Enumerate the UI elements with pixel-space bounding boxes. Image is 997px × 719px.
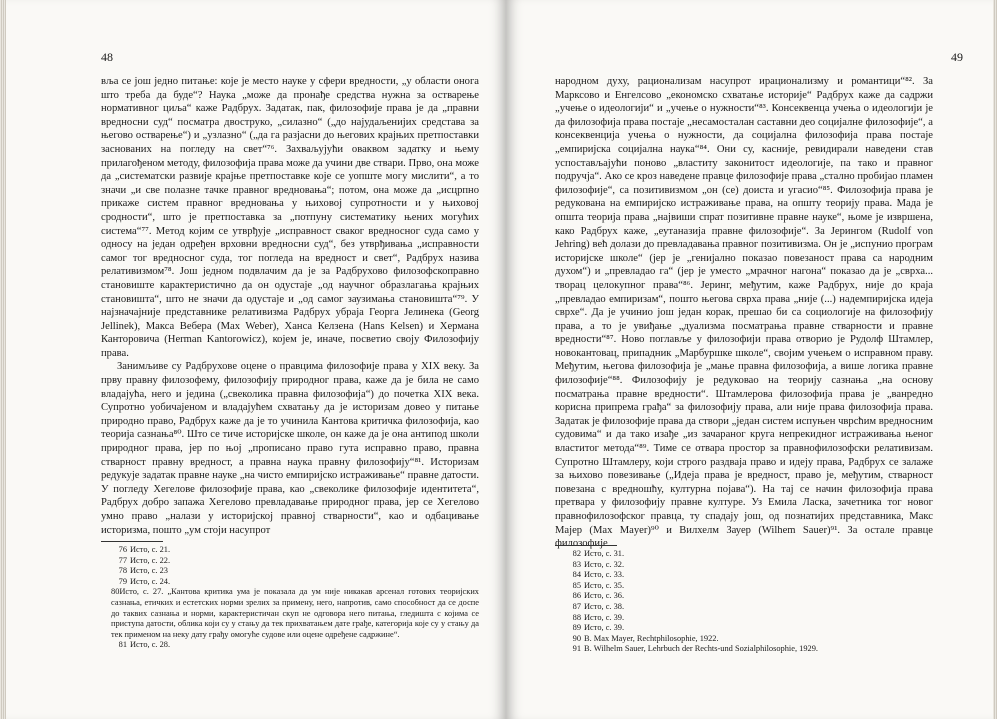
page-edges-right [993,0,997,719]
footnote [555,623,933,634]
footnote-text: В. Max Mayer, Rechtphilosophie, 1922. [584,633,719,643]
footnote [555,602,933,613]
footnote-text: Исто, с. 28. [130,640,171,650]
footnote-number: 78 [118,566,127,576]
paragraph: народном духу, рационализам насупрот ирационализму и романтици“⁸². За Марксово и Енгелсово „економско схватање историје“ Радбрух каже да садржи „учење о идеологији“ и „учење о нужности“⁸³. Консеквенца учења о идеологији је да филозофија права постаје „несамосталан саставни део социјалне филозофије“, а консеквенција учења о нужности, да социјална филозофија права постаје „емпиријска социјална наука“⁸⁴. Они су, касније, ревидирали наведени став успостављајући поново „властиту законитост идеологије, па тако и правног подручја“. Ако се кроз наведене правце филозофије права „стално пробијао пламен филозофије“, са позитивизмом „он (се) доиста и угасио“⁸⁵. Филозофија права је редукована на емпиријско истраживање права, на општу теорију права. Мада је општа теорија права „највиши спрат позитивне правне науке“, њоме је извршена, како Радбрух каже, „еутаназија правне филозофије“. За Јерингом (Rudolf von Jehring) већ долази до превладавања правног позитивизма. Он је „испунио програм историјске школе“ (јер је „генијално показао повезаност права са народним духом“) и „превладао га“ (јер је уместо „мрачног нагона“ показао да је „сврха... творац целокупног права“⁸⁶. Јеринг, међутим, каже Радбрух, није до краја „превладао емпиризам“, пошто његова сврха права „није (...) надемпиријска идеја сврхе“. Да је учинио још један корак, прешао би са социологије на филозофију права, а то је увиђање „дуализма посматрања правне стварности и правне вредности“⁸⁷. Ново поглавље у филозофији права отворио је Рудолф Штамлер, новокантовац, припадник „Марбуршке школе“, својим учењем о исправном праву. Међутим, његова филозофија је „мање правна филозофија, а више логика правне филозофије“⁸⁸. Филозофију је редуковао на теорију сазнања „на основу посматрања правне вредности“. Штамлерова филозофија права је „ванредно корисна припрема грађа“ за филозофију права, али није права филозофија права. Задатак је филозофије права да створи „један систем испуњен чврсћим вредносним судовима“ и да тако изађе „из зачараног круга непрекидног истраживања њеног властитог метода“⁸⁹. Тиме се отвара простор за правнофилозофски релативизам. Супротно Штамлеру, који строго раздваја право и идеју права, Радбрух се залаже за њихово повезивање („Идеја права је вредност, право је, међутим, стварност повезана с вредношћу, културна појава“). На тај се начин филозофија права претвара у филозофију правне културе. Уз Емила Ласка, зачетника тог новог правнофилозофског правца, ту спадају још, од познатијих представника, Макс Мајер (Max Mayer)⁹⁰ и Вилхелм Зауер (Wilhem Sauer)⁹¹. За остале правце филозофије [555,76,933,550]
footnote [101,587,479,640]
body-text [555,75,933,551]
footnote-text: Исто, с. 33. [584,570,625,580]
footnote-number: 79 [118,576,127,586]
footnote-text: Исто, с. 36. [584,591,625,601]
page-number: 48 [101,50,113,64]
footnote [101,640,479,651]
footnote [101,556,479,567]
left-page [6,0,506,719]
footnote-number: 87 [572,601,581,611]
footnote-text: Исто, с. 39. [584,623,625,633]
footnote-number: 77 [118,555,127,565]
page-number: 49 [951,50,963,64]
footnote-number: 89 [572,623,581,633]
footnote [555,549,933,560]
footnote [555,560,933,571]
footnote [101,566,479,577]
footnote [555,591,933,602]
footnotes [555,549,933,655]
footnote-number: 81 [118,640,127,650]
footnote-number: 91 [572,644,581,654]
footnote-number: 86 [572,591,581,601]
footnote [555,570,933,581]
footnote-text: Исто, с. 23 [130,566,168,576]
footnote-rule [101,541,163,542]
footnote-text: Исто, с. 21. [130,545,171,554]
footnote-text: Исто, с. 24. [130,576,171,586]
right-page [506,0,993,719]
footnote-number: 88 [572,612,581,622]
footnote [101,577,479,588]
footnote-text: В. Wilhelm Sauer, Lehrbuch der Rechts-und Sozialphilosophie, 1929. [584,644,819,654]
footnote-text: Исто, с. 32. [584,559,625,569]
footnote [555,644,933,655]
paragraph: вља се још једно питање: које је место науке у сфери вредности, „у области онога што треба да буде“? Наука „може да пронађе средства нужна за остварење нормативног циља“ каже Радбрух. Задатак, пак, филозофије права је да „правни вредносни суд“ посматра двоструко, „силазно“ („до најудаљенијих средстава за његово остварење“) и „узлазно“ („да га разјасни до његових крајњих претпоставки заснованих на погледу на свет“⁷⁶. Захваљујући оваквом задатку и њему прилагођеном методу, филозофија права може да учини две ствари. Прво, она може да „систематски развије крајње претпоставке које се уопште могу мислити“, а то значи „и све полазне тачке правног вредновања“; потом, она може да „исцрпно прикаже систем правног вредновања у њиховој супротности и у њиховој сродности“, што је претпоставка за „потпуну систематику њених могућих система“⁷⁷. Метод којим се утврђује „исправност сваког вредносног суда само у односу на један одређен врховни вредносни суд“, без утврђивања „исправности самог тог вредносног суда, тог погледа на вредност и свет“, Радбрух назива релативизмом⁷⁸. Још једном подвлачим да је за Радбрухово филозофскоправно становиште карактеристично да он одустаје „од научног образлагања крајњих становишта“, што не значи да одустаје и „од самог заузимања становишта“⁷⁹. У најзначајније представнике релативизма Радбрух убраја Георга Јелинека (Georg Jellinek), Макса Вебера (Max Weber), Ханса Келзена (Hans Kelsen) и Хермана Канторовича (Herman Kantorowicz), којем је, иначе, посветио своју Филозофију права. [101,76,479,359]
paragraph: Занимљиве су Радбрухове оцене о правцима филозофије права у XIX веку. За прву правну филозофему, филозофију природног права, каже да је била не само владајућа, него и једина („свеколика правна филозофија“) до почетка XIX века. Супротно уобичајеном и владајућем схватању да је историзам довео у питање природно право, Радбрух каже да је то учинила Кантова критичка филозофија, као теорија сазнања⁸⁰. Што се тиче историјске школе, он каже да је она антипод школи природног права, јер по њој „прописано право гута исправно право, правна стварност правну вредност, а правна наука правну филозофију“⁸¹. Историзам редукује задатак правне науке „на чисто емпиријско истраживање“ правне датости. У погледу Хегелове филозофије права, као „свеколике филозофије идентитета“, Радбрух добро запажа Хегелово превладавање природног права, јер се Хегелово умно право „налази у историјској правној стварности“, као и одбацивање историзма, пошто „ум стоји насупрот [101,361,479,536]
footnote [101,545,479,556]
footnote [555,634,933,645]
footnote-number: 90 [572,633,581,643]
footnote-number: 76 [118,545,127,554]
footnote-text: Исто, с. 31. [584,549,625,558]
footnote-number: 84 [572,570,581,580]
footnote-number: 83 [572,559,581,569]
footnote-text: Исто, с. 39. [584,612,625,622]
footnote-text: Исто, с. 38. [584,601,625,611]
body-text [101,75,479,537]
footnotes [101,545,479,651]
footnote-number: 85 [572,580,581,590]
footnote-rule [555,545,617,546]
footnote-number: 80 [111,587,120,597]
footnote-text: Исто, с. 22. [130,555,171,565]
footnote [555,581,933,592]
footnote-text: Исто, с. 35. [584,580,625,590]
footnote-text: Исто, с. 27. „Кантова критика ума је показала да ум није никакав арсенал готових теоријских сазнања, етичких и естетских норми зрелих за примену, него, напротив, само способност да се доспе до таквих сазнања и норми, карактеристичан скуп не одговора него питања, гледишта с којима се приступа датости, облика који су у стању да тек прихватањем дате грађе, категорија које су у стању да тек применом на неку дату грађу омогуће судове или оцене одређене садржине“. [111,587,479,639]
footnote [555,613,933,624]
footnote-number: 82 [572,549,581,558]
